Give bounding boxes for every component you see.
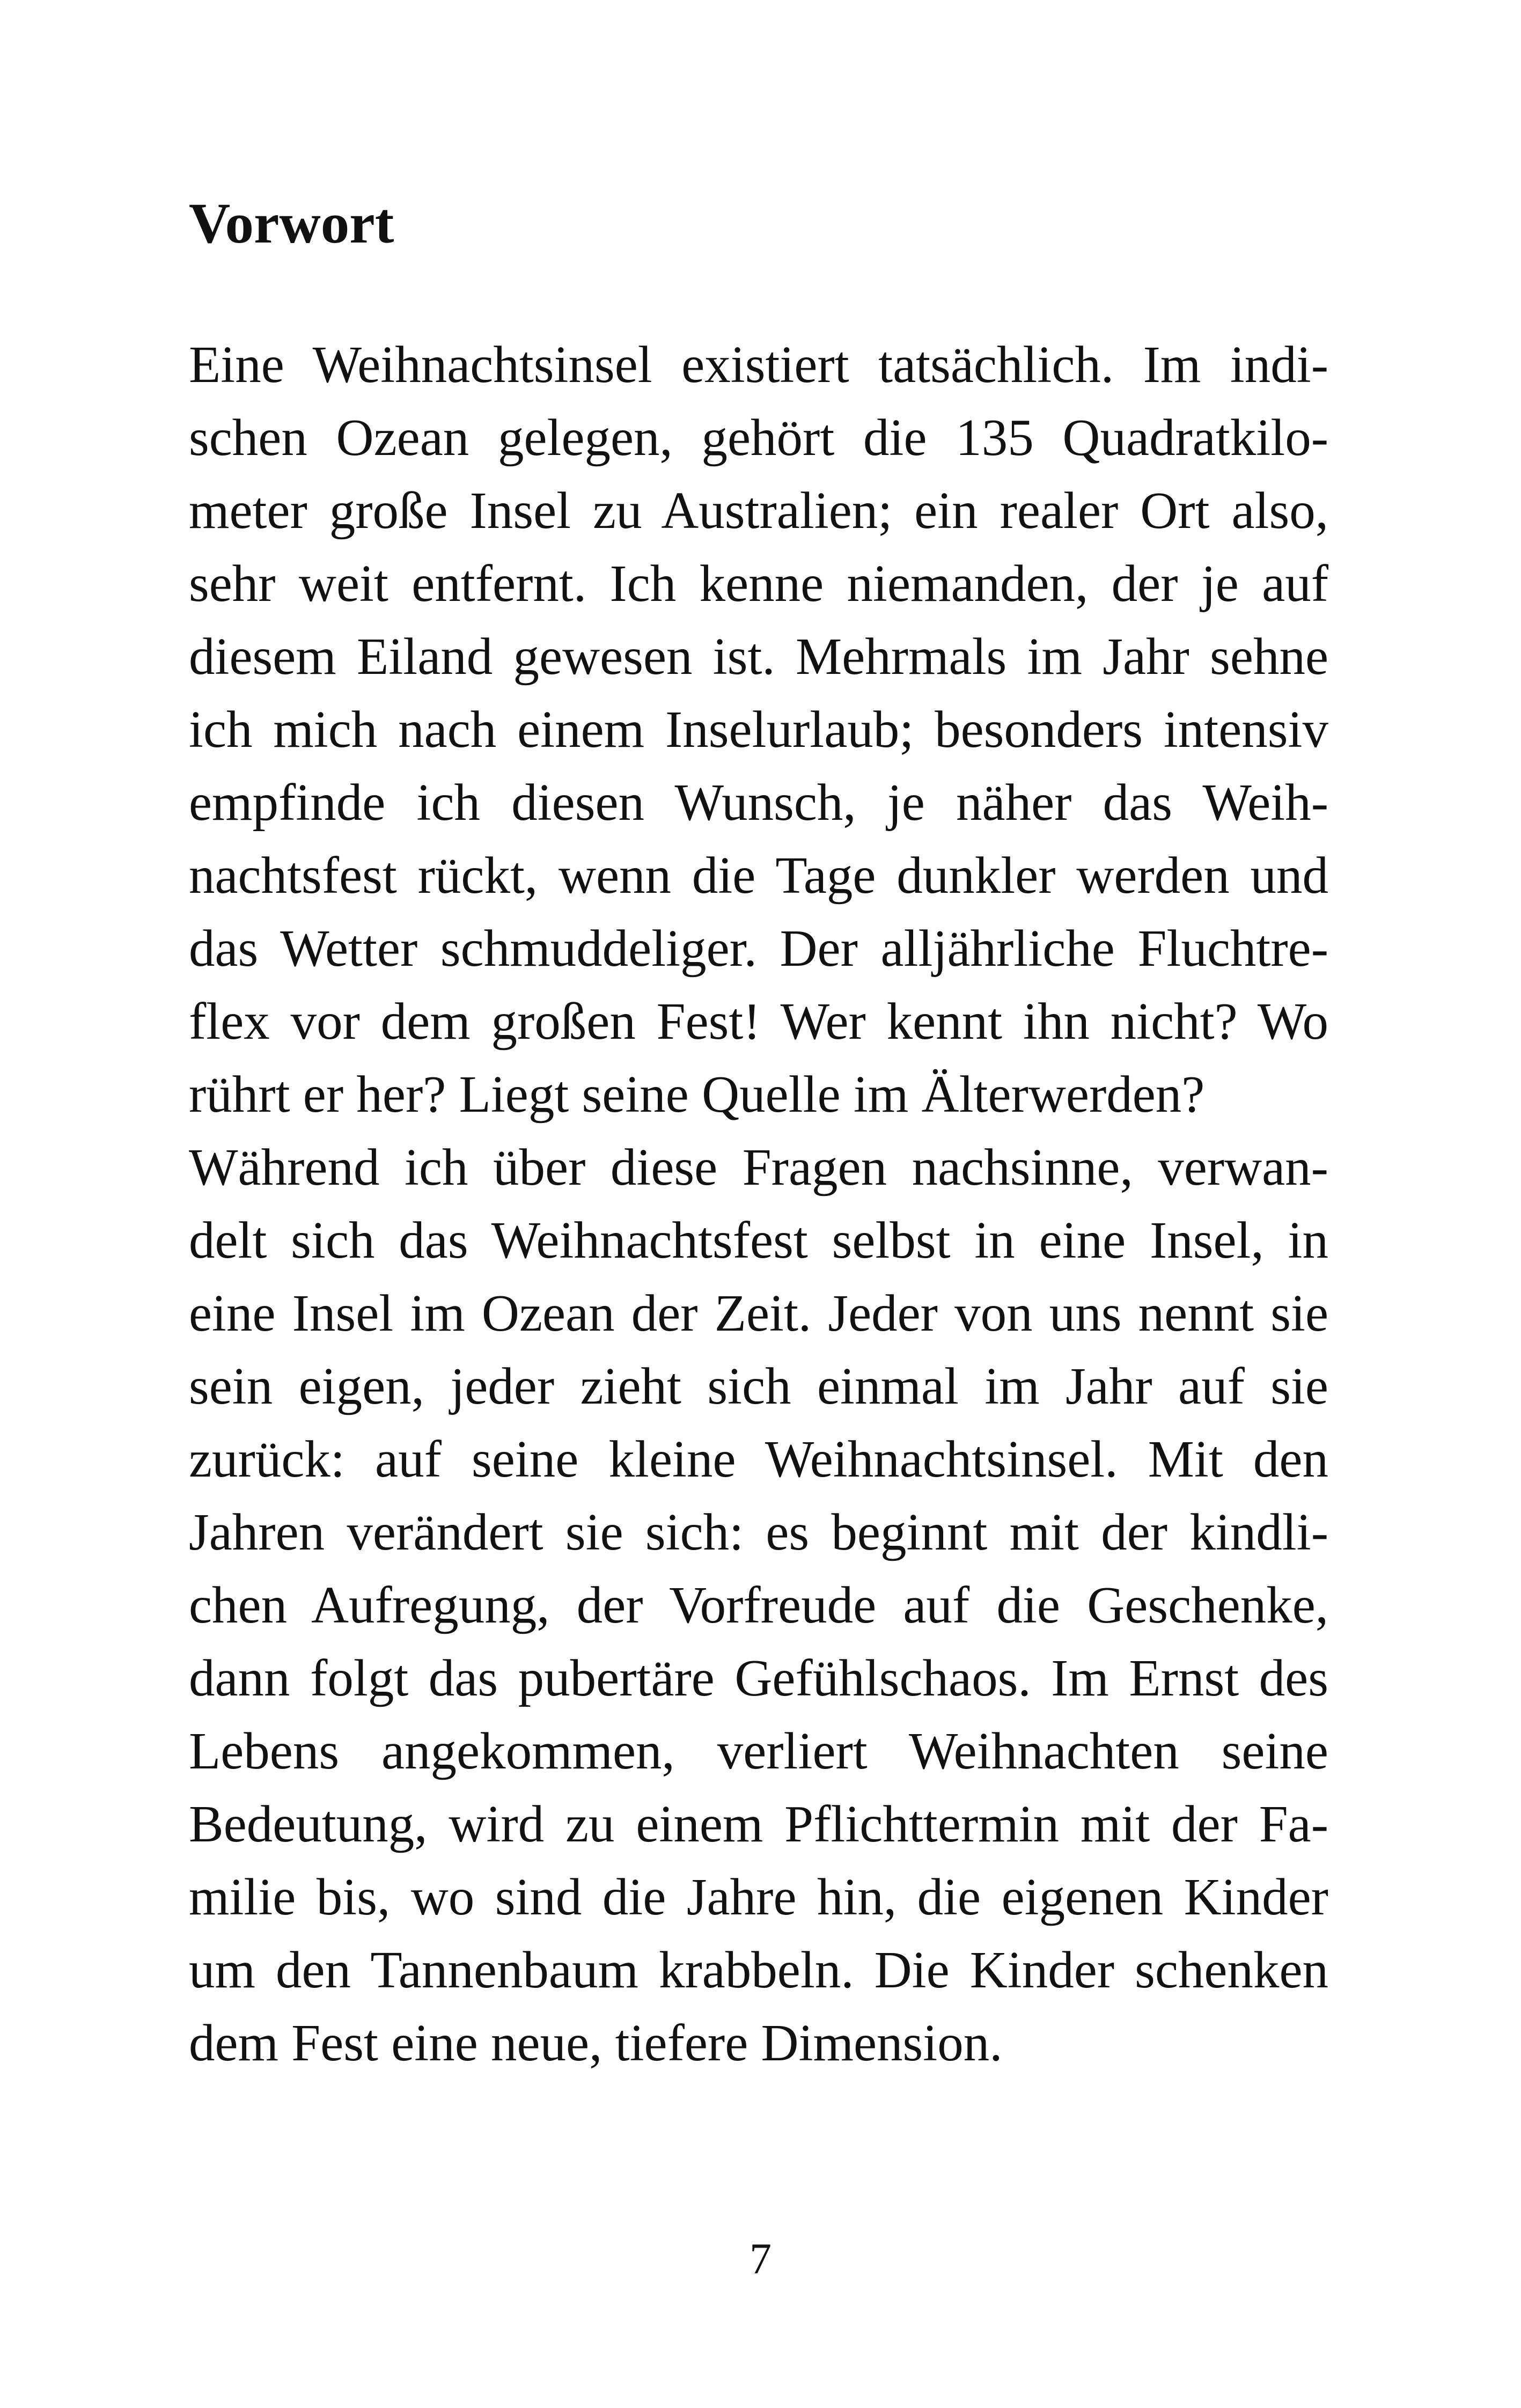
text-line: rührt er her? Liegt seine Quelle im Älterwerden? [189,1066,1205,1123]
text-line: ich mich nach einem Inselurlaub; besonders intensiv [189,701,1328,758]
text-line: nachtsfest rückt, wenn die Tage dunkler werden und [189,847,1328,904]
text-line: Während ich über diese Fragen nachsinne, verwan- [189,1139,1328,1196]
text-line: delt sich das Weihnachtsfest selbst in eine Insel, in [189,1212,1328,1269]
text-line: Eine Weihnachtsinsel existiert tatsächlich. Im indi- [189,336,1328,393]
text-line: sehr weit entfernt. Ich kenne niemanden, der je auf [189,555,1328,612]
chapter-heading: Vorwort [189,192,394,255]
text-line: Bedeutung, wird zu einem Pflichttermin mit der Fa- [189,1795,1328,1853]
text-line: meter große Insel zu Australien; ein realer Ort also, [189,482,1328,539]
text-line: dem Fest eine neue, tiefere Dimension. [189,2014,1003,2072]
text-line: diesem Eiland gewesen ist. Mehrmals im Jahr sehne [189,628,1328,685]
text-line: Lebens angekommen, verliert Weihnachten seine [189,1722,1328,1780]
text-line: milie bis, wo sind die Jahre hin, die eigenen Kinder [189,1868,1328,1926]
text-line: zurück: auf seine kleine Weihnachtsinsel. Mit den [189,1430,1328,1488]
text-line: sein eigen, jeder zieht sich einmal im Jahr auf sie [189,1357,1328,1415]
text-line: um den Tannenbaum krabbeln. Die Kinder schenken [189,1941,1328,1999]
text-line: schen Ozean gelegen, gehört die 135 Quadratkilo- [189,409,1328,466]
text-line: empfinde ich diesen Wunsch, je näher das Weih- [189,774,1328,831]
text-line: Jahren verändert sie sich: es beginnt mit der kindli- [189,1503,1328,1561]
body-paragraph [189,328,1328,2080]
text-line: das Wetter schmuddeliger. Der alljährliche Fluchtre- [189,920,1328,977]
text-line: flex vor dem großen Fest! Wer kennt ihn nicht? Wo [189,993,1328,1050]
text-line: chen Aufregung, der Vorfreude auf die Geschenke, [189,1576,1328,1634]
text-line: eine Insel im Ozean der Zeit. Jeder von uns nennt sie [189,1284,1328,1342]
page-number: 7 [750,2234,771,2283]
text-line: dann folgt das pubertäre Gefühlschaos. Im Ernst des [189,1649,1328,1707]
